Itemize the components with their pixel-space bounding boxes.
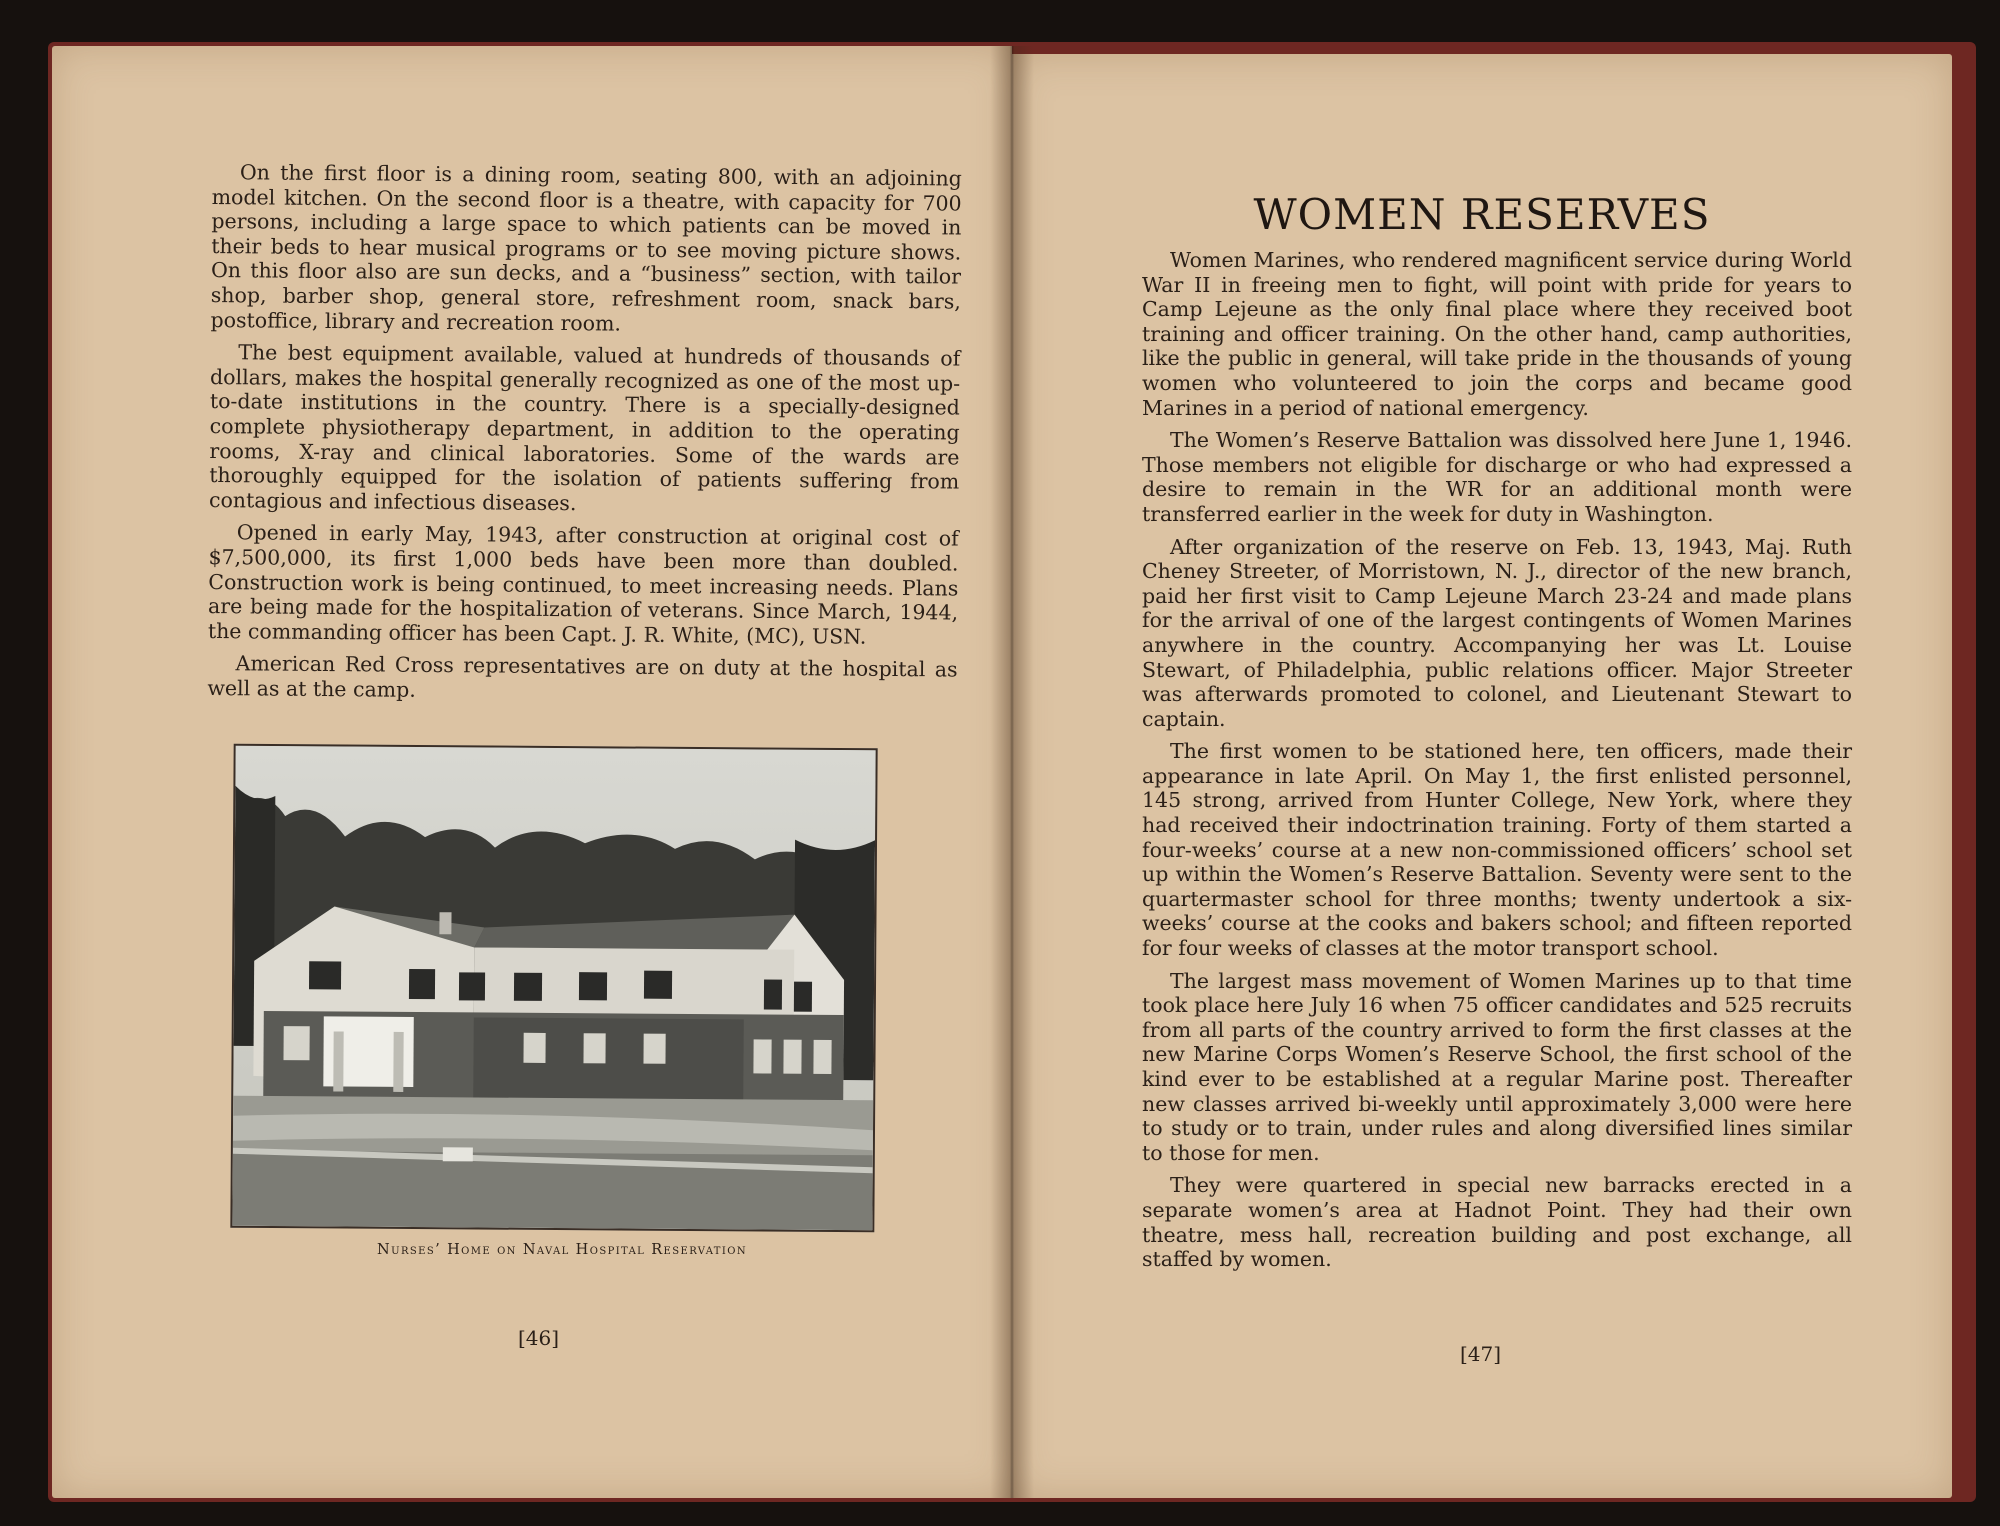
left-page bbox=[52, 46, 1012, 1498]
left-paragraph: Opened in early May, 1943, after construction at original cost of $7,500,000, its first 1,000 beds have been more than doubled. Construction work is being continued, to meet increasing needs. Plans are being made for the hospitalization of veterans. Since March, 1944, the commanding officer has been Capt. J. R. White, (MC), USN. bbox=[207, 520, 959, 649]
left-page-text bbox=[207, 160, 962, 715]
left-paragraph: On the first floor is a dining room, seating 800, with an adjoining model kitchen. On the second floor is a theatre, with capacity for 700 persons, including a large space to which patients can be moved in their beds to hear musical programs or to see moving picture shows. On this floor also are sun decks, and a “business” section, with tailor shop, barber shop, general store, refreshment room, snack bars, postoffice, library and recreation room. bbox=[210, 160, 962, 336]
right-paragraph: Women Marines, who rendered magnificent service during World War II in freeing men to fight, will point with pride for years to Camp Lejeune as the only final place where they received boot training and officer training. On the other hand, camp authorities, like the public in general, will take pride in the thousands of young women who volunteered to join the corps and became good Marines in a period of national emergency. bbox=[1142, 248, 1852, 420]
right-paragraph: The largest mass movement of Women Marines up to that time took place here July 16 when 75 officer candidates and 525 recruits from all parts of the country arrived to form the first classes at the new Marine Corps Women’s Reserve School, the first school of the kind ever to be established at a regular Marine post. Thereafter new classes arrived bi-weekly until approximately 3,000 were here to study or to train, under rules and along diversified lines similar to those for men. bbox=[1142, 968, 1852, 1165]
left-paragraph: American Red Cross representatives are on duty at the hospital as well as at the camp. bbox=[207, 651, 958, 702]
page-number-left: [46] bbox=[518, 1326, 560, 1350]
page-number-right: [47] bbox=[1460, 1342, 1502, 1366]
left-paragraph: The best equipment available, valued at hundreds of thousands of dollars, makes the hospital generally recognized as one of the most up-to-date institutions in the country. There is a specially-designed complete physiotherapy department, in addition to the operating rooms, X-ray and clinical laboratories. Some of the wards are thoroughly equipped for the isolation of patients suffering from contagious and infectious diseases. bbox=[208, 340, 961, 515]
book-spine-gutter bbox=[990, 46, 1034, 1498]
right-paragraph: The Women’s Reserve Battalion was dissolved here June 1, 1946. Those members not eligible for discharge or who had expressed a desire to remain in the WR for an additional month were transferred earlier in the week for duty in Washington. bbox=[1142, 428, 1852, 526]
right-paragraph: After organization of the reserve on Feb. 13, 1943, Maj. Ruth Cheney Streeter, of Morristown, N. J., director of the new branch, paid her first visit to Camp Lejeune March 23-24 and made plans for the arrival of one of the largest contingents of Women Marines anywhere in the country. Accompanying her was Lt. Louise Stewart, of Philadelphia, public relations officer. Major Streeter was afterwards promoted to colonel, and Lieutenant Stewart to captain. bbox=[1142, 534, 1852, 731]
section-title: WOMEN RESERVES bbox=[1253, 190, 1711, 239]
right-page bbox=[1012, 54, 1952, 1498]
right-paragraph: They were quartered in special new barracks erected in a separate women’s area at Hadnot Point. They had their own theatre, mess hall, recreation building and post exchange, all staffed by women. bbox=[1142, 1173, 1852, 1272]
photo-caption: Nurses’ Home on Naval Hospital Reservation bbox=[377, 1242, 747, 1258]
right-paragraph: The first women to be stationed here, ten officers, made their appearance in late April. On May 1, the first enlisted personnel, 145 strong, arrived from Hunter College, New York, where they had received their indoctrination training. Forty of them started a four-weeks’ course at a new non-commissioned officers’ school set up within the Women’s Reserve Battalion. Seventy were sent to the quartermaster school for three months; twenty undertook a six-weeks’ course at the cooks and bakers school; and fifteen reported for four weeks of classes at the motor transport school. bbox=[1142, 739, 1852, 961]
house-photo-illustration bbox=[232, 746, 875, 1230]
nurses-home-photo bbox=[230, 744, 877, 1232]
right-page-text bbox=[1142, 248, 1852, 1280]
